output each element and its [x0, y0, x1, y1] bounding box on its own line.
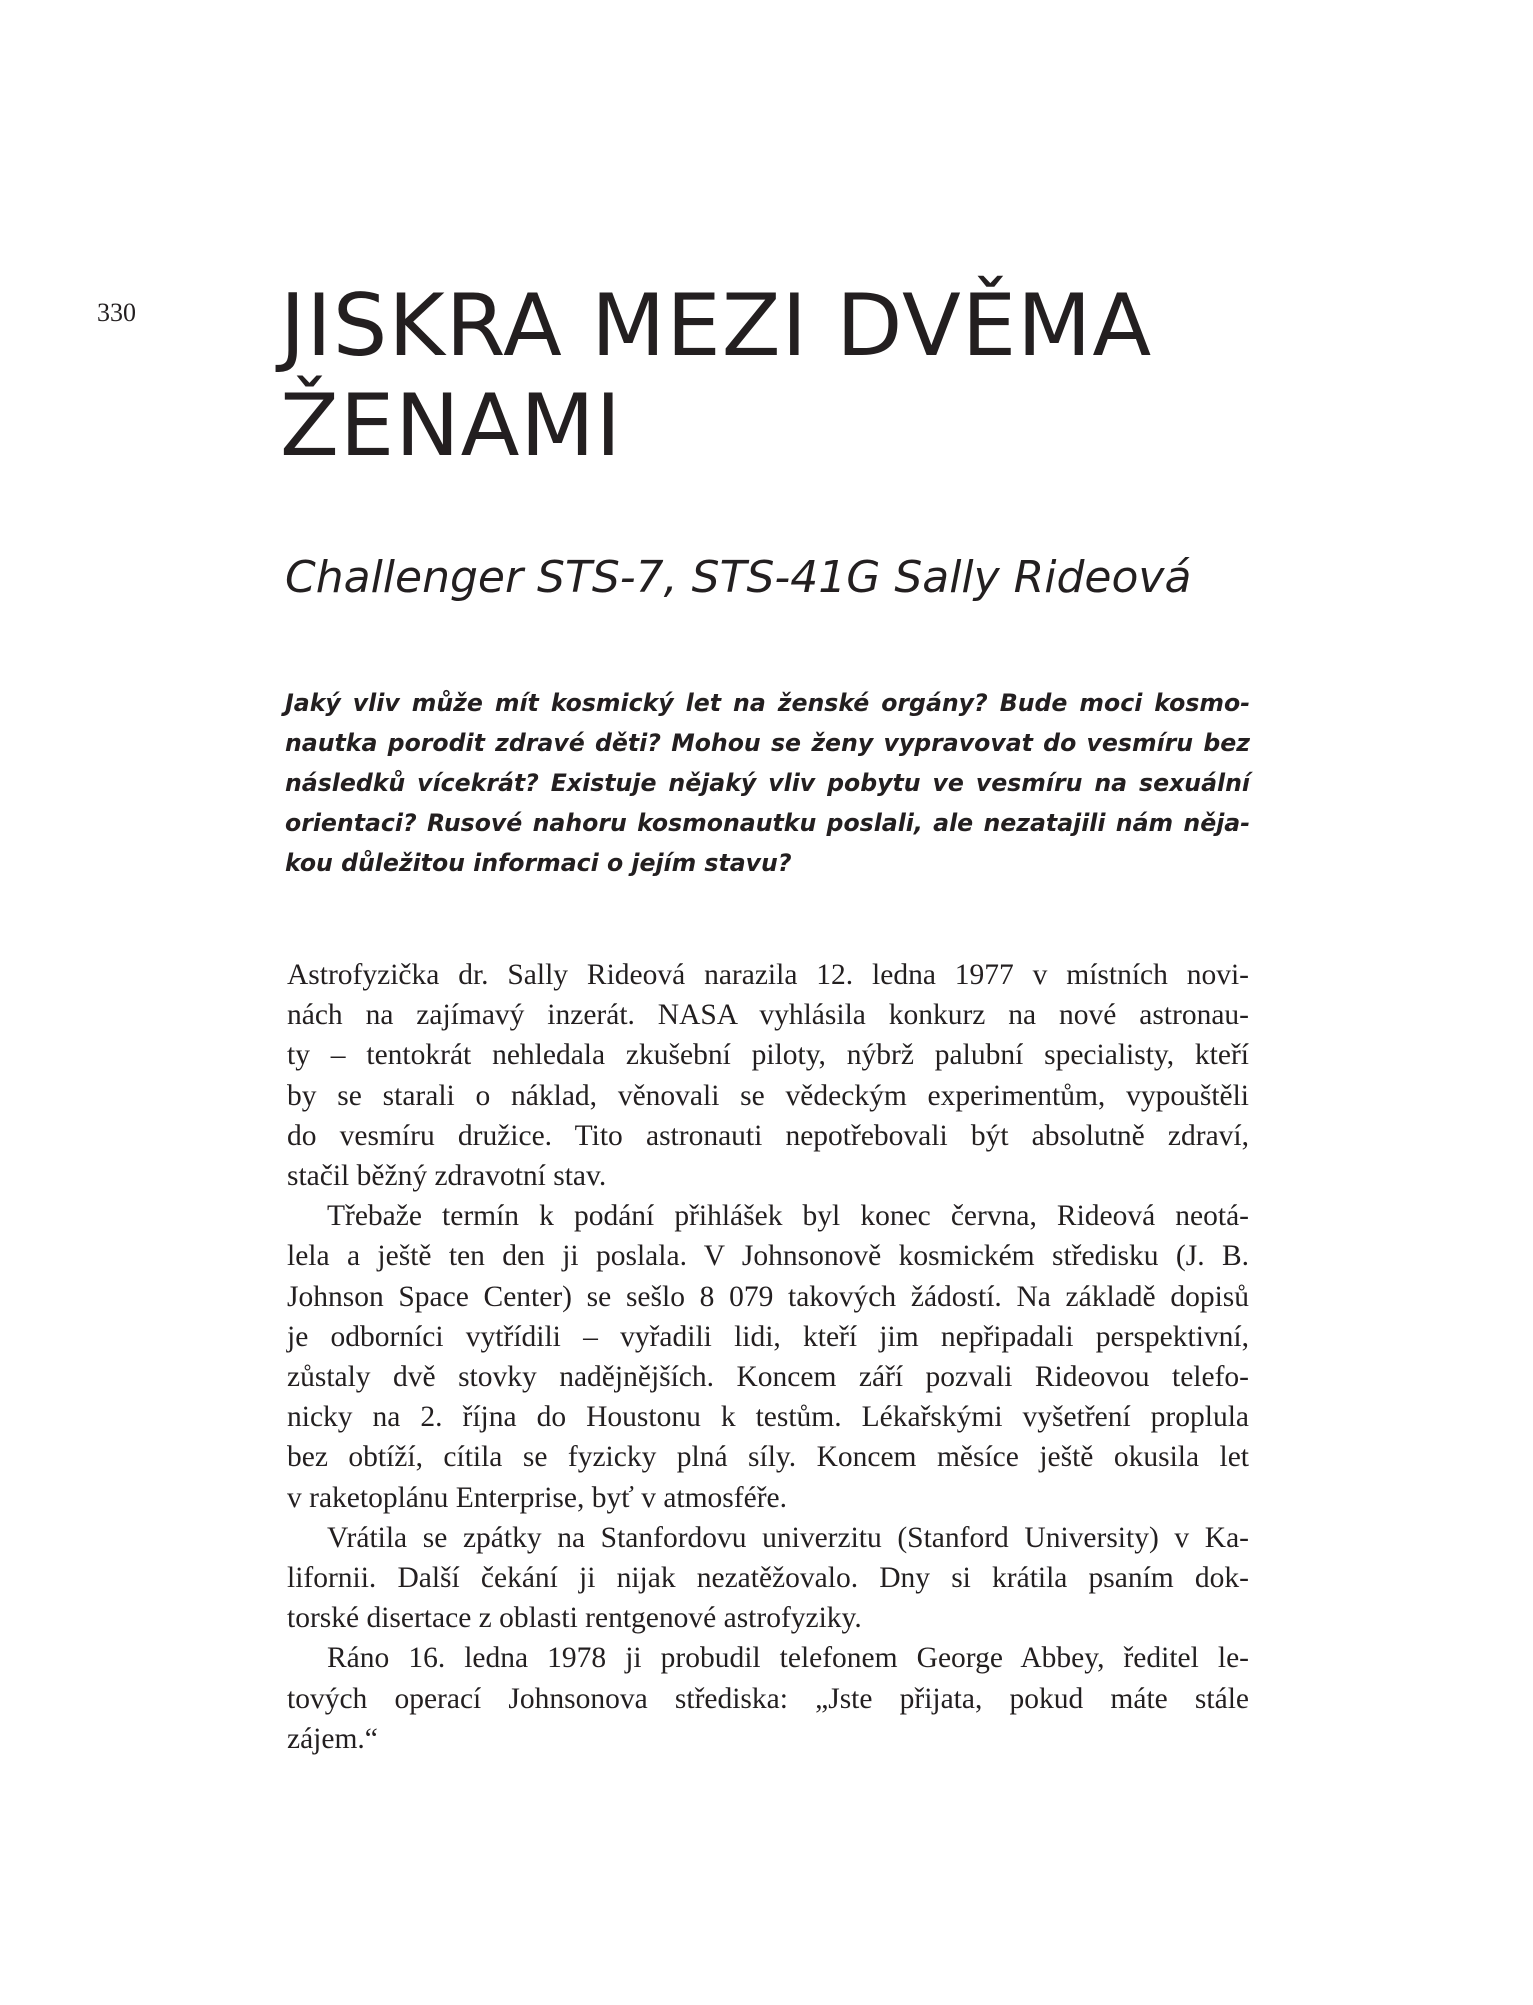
body-line: stačil běžný zdravotní stav. [287, 1160, 607, 1193]
body-line: v raketoplánu Enterprise, byť v atmosféře. [287, 1481, 788, 1514]
body-line: torské disertace z oblasti rentgenové astrofyziky. [287, 1602, 862, 1635]
body-line: nách na zajímavý inzerát. NASA vyhlásila konkurz na nové astronau- [287, 999, 1249, 1032]
body-text [287, 955, 1249, 1759]
body-line: zájem.“ [287, 1722, 378, 1755]
body-line: Johnson Space Center) se sešlo 8 079 takových žádostí. Na základě dopisů [287, 1280, 1249, 1313]
body-line: je odborníci vytřídili – vyřadili lidi, kteří jim nepřipadali perspektivní, [287, 1320, 1249, 1353]
body-line: do vesmíru družice. Tito astronauti nepotřebovali být absolutně zdraví, [287, 1119, 1249, 1152]
intro-line: nautka porodit zdravé děti? Mohou se ženy vypravovat do vesmíru bez [285, 729, 1250, 757]
intro-line: následků vícekrát? Existuje nějaký vliv pobytu ve vesmíru na sexuální [285, 769, 1250, 797]
intro-questions [285, 683, 1250, 883]
body-line: tových operací Johnsonova střediska: „Jste přijata, pokud máte stále [287, 1682, 1249, 1715]
body-line: by se starali o náklad, věnovali se vědeckým experimentům, vypouštěli [287, 1079, 1249, 1112]
body-line: bez obtíží, cítila se fyzicky plná síly. Koncem měsíce ještě okusila let [287, 1441, 1249, 1474]
body-line: Astrofyzička dr. Sally Rideová narazila 12. ledna 1977 v místních novi- [287, 959, 1249, 991]
page-number: 330 [97, 298, 136, 327]
body-line: nicky na 2. října do Houstonu k testům. Lékařskými vyšetření proplula [287, 1401, 1249, 1434]
intro-line: orientaci? Rusové nahoru kosmonautku poslali, ale nezatajili nám něja- [285, 809, 1250, 837]
chapter-title-line: ŽENAMI [280, 376, 622, 476]
body-line: Ráno 16. ledna 1978 ji probudil telefonem George Abbey, ředitel le- [327, 1642, 1249, 1675]
body-line: lifornii. Další čekání ji nijak nezatěžovalo. Dny si krátila psaním dok- [287, 1562, 1249, 1595]
body-line: Vrátila se zpátky na Stanfordovu univerzitu (Stanford University) v Ka- [327, 1521, 1249, 1554]
intro-line: kou důležitou informaci o jejím stavu? [285, 849, 792, 877]
body-line: lela a ještě ten den ji poslala. V Johnsonově kosmickém středisku (J. B. [287, 1240, 1249, 1273]
body-line: ty – tentokrát nehledala zkušební piloty, nýbrž palubní specialisty, kteří [287, 1039, 1249, 1072]
intro-line: Jaký vliv může mít kosmický let na ženské orgány? Bude moci kosmo- [285, 689, 1250, 717]
chapter-title-line: JISKRA MEZI DVĚMA [280, 276, 1153, 376]
chapter-subtitle: Challenger STS-7, STS-41G Sally Rideová [285, 552, 1192, 603]
body-line: zůstaly dvě stovky nadějnějších. Koncem září pozvali Rideovou telefo- [287, 1361, 1249, 1394]
chapter-title [280, 276, 1280, 476]
body-line: Třebaže termín k podání přihlášek byl konec června, Rideová neotá- [327, 1200, 1249, 1233]
